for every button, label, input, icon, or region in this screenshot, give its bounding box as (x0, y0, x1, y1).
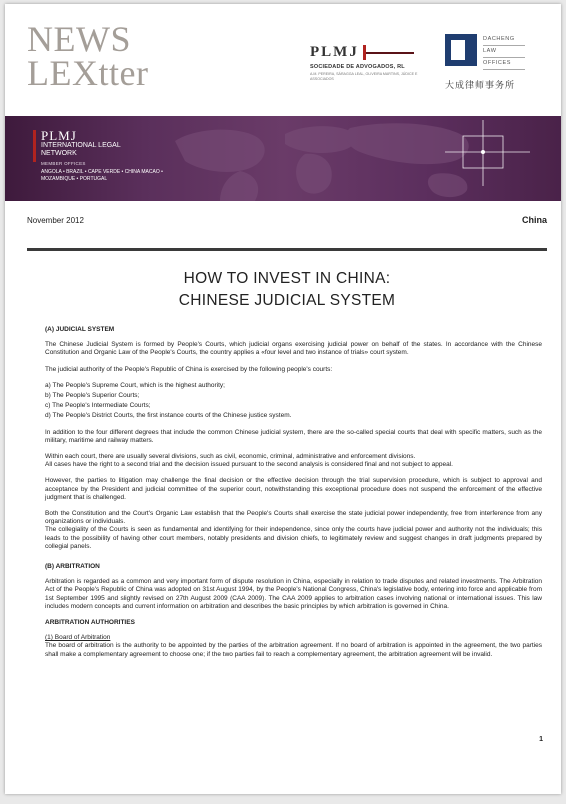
masthead (5, 4, 561, 114)
banner-network-name: INTERNATIONAL LEGAL NETWORK (41, 142, 121, 157)
paragraph-line: All cases have the right to a second trial and the decision issued pursuant to the second analysis is considered final and not subject to appeal. (45, 461, 453, 469)
list-item: a) The People's Supreme Court, which is the highest authority; (45, 381, 225, 389)
dacheng-logo-mark (445, 34, 477, 66)
paragraph-line: Within each court, there are usually several divisions, such as civil, economic, criminal, administrative and enforcement divisions. (45, 453, 416, 461)
plmj-logo-partners: A.M. PEREIRA, SÁRAGGA LEAL, OLIVEIRA MARTINS, JÚDICE E ASSOCIADOS (310, 72, 418, 81)
world-map-graphic (5, 116, 561, 201)
paragraph: The Chinese Judicial System is formed by People's Courts, which judicial organs exercising judicial power on behalf of the states. In accordance with the Chinese Constitution and Organic Law of the People's Courts, the country applies a «four level and two instance of trials» court system. (45, 341, 542, 357)
issue-date: November 2012 (27, 216, 84, 225)
dacheng-logo-text (483, 34, 525, 70)
list-item: d) The People's District Courts, the first instance courts of the Chinese justice system. (45, 412, 292, 420)
dacheng-line-2: LAW (483, 46, 525, 58)
list-item: b) The People's Superior Courts; (45, 392, 140, 400)
dacheng-chinese-name: 大成律师事务所 (445, 80, 516, 90)
section-heading-arbitration-authorities: ARBITRATION AUTHORITIES (45, 619, 135, 627)
banner-red-bar (33, 130, 36, 162)
list-item: c) The People's Intermediate Courts; (45, 402, 151, 410)
section-heading-arbitration: (B) ARBITRATION (45, 563, 100, 571)
article-title (27, 268, 547, 312)
article-title-line2: CHINESE JUDICIAL SYSTEM (178, 292, 396, 309)
court-list (45, 382, 542, 421)
plmj-logo-name: PLMJ (310, 44, 359, 61)
section-heading-judicial-system: (A) JUDICIAL SYSTEM (45, 326, 115, 333)
subheading-board-of-arbitration: (1) Board of Arbitration (45, 634, 111, 642)
paragraph: The judicial authority of the People's Republic of China is exercised by the following people's courts: (45, 365, 333, 373)
country-label: China (521, 215, 547, 225)
plmj-logo-subtitle: SOCIEDADE DE ADVOGADOS, RL (310, 64, 405, 70)
network-banner (5, 116, 561, 201)
banner-countries: ANGOLA • BRAZIL • CAPE VERDE • CHINA MACAO • MOZAMBIQUE • PORTUGAL (41, 169, 163, 182)
newsletter-title-line1: NEWS (27, 19, 131, 59)
plmj-logo (310, 44, 420, 81)
plmj-logo-line (366, 52, 414, 54)
paragraph: However, the parties to litigation may challenge the final decision or the effective decision through the trial supervision procedure, which is subject to approval and acceptance by the President and judicial committee of the superior court, notwithstanding this exceptional procedure does not suspend the enforcement of the effective judgment that is challenged. (45, 477, 542, 501)
header-divider (27, 248, 547, 251)
dacheng-line-3: OFFICES (483, 58, 525, 70)
banner-member-offices: MEMBER OFFICES (41, 161, 86, 166)
paragraph: In addition to the four different degrees that include the common Chinese judicial system, there are the so-called special courts that deal with specific matters, such as the military, maritime and railway matters. (45, 428, 542, 444)
article-body (45, 326, 542, 667)
banner-plmj-name: PLMJ (41, 128, 77, 143)
paragraph (45, 510, 542, 551)
page-number: 1 (539, 736, 543, 743)
article-title-line1: HOW TO INVEST IN CHINA: (183, 270, 391, 287)
document-page (5, 4, 561, 794)
paragraph (45, 453, 542, 469)
newsletter-title-line2: LEXtter (27, 53, 149, 93)
paragraph-line: Both the Constitution and the Court's Organic Law establish that the People's Courts shall exercise the state judicial power independently, free from interference from any organizations or individuals. (45, 510, 542, 526)
dacheng-line-1: DACHENG (483, 34, 525, 46)
paragraph: The board of arbitration is the authority to be appointed by the parties of the arbitration agreement. If no board of arbitration is appointed in the agreement, the two parties shall make a complementary agreement to choose one; if the two parties fail to reach a complementary agreement, the arbitration agreement will be invalid. (45, 642, 542, 658)
newsletter-title (27, 19, 149, 93)
paragraph: Arbitration is regarded as a common and very important form of dispute resolution in China, especially in relation to trade disputes and related investments. The Arbitration Act of the People's Republic of China was adopted on 31st August 1994, by the People's National Congress, China's legislative body, entering into force and applicable from 1st September 1995 and slightly revised on 27th August 2009 (CAA 2009). The CAA 2009 applies to arbitration cases involving national or international issues. This law includes modern concepts and current information on arbitration and describes the basic principles by which arbitration is governed in China. (45, 578, 542, 610)
paragraph-line: The collegiality of the Courts is seen as fundamental and identifying for their independence, since only the courts have judicial power and authority not the individuals; this leads to the possibility of having other court members, notably presidents and division chiefs, to legitimately review and suggest changes in draft judgments prepared by collegial panels. (45, 526, 542, 550)
